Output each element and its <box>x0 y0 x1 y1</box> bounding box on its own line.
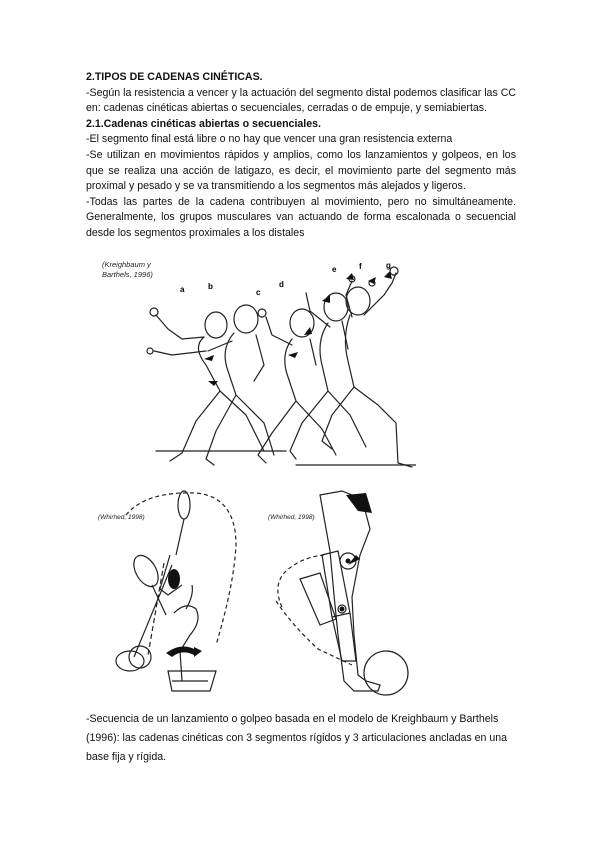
label-g: g <box>386 261 391 270</box>
label-e: e <box>332 265 337 274</box>
throwing-sequence-figure <box>96 255 416 475</box>
label-b: b <box>208 282 213 291</box>
label-d: d <box>279 280 284 289</box>
bullet-2: -Se utilizan en movimientos rápidos y amplios, como los lanzamientos y golpeos, en los que se realiza una acción de latigazo, es decir, el movimiento parte del segmento más proximal y pesado y se va transmitiendo a los segmentos más alejados y ligeros. <box>86 148 516 193</box>
figure-source-line2: Barthels, 1996) <box>102 270 153 279</box>
kick-leg-figure <box>262 485 422 700</box>
kick-leg-drawing <box>262 485 422 700</box>
racket-swing-figure <box>86 485 261 700</box>
intro-paragraph: -Según la resistencia a vencer y la actuación del segmento distal podemos clasificar las CC en: cadenas cinéticas abiertas o secuenciales, cerradas o de empuje, y semiabiertas. <box>86 86 516 115</box>
bullet-3: -Todas las partes de la cadena contribuyen al movimiento, pero no simultáneamente. Generalmente, los grupos musculares van actuando de forma escalonada o secuencial desde los segmentos proximales a los distales <box>86 195 516 239</box>
label-f: f <box>359 262 362 271</box>
text-section <box>86 70 516 242</box>
throwing-sequence-drawing <box>96 255 416 475</box>
figure-caption: -Secuencia de un lanzamiento o golpeo basada en el modelo de Kreighbaum y Barthels (1996): las cadenas cinéticas con 3 segmentos rígidos y 3 articulaciones ancladas en una base fija y rígida. <box>86 713 508 763</box>
racket-swing-drawing <box>86 485 261 700</box>
subsection-title: 2.1.Cadenas cinéticas abiertas o secuenciales. <box>86 117 321 130</box>
figure-source-line1: (Kreighbaum y <box>102 260 151 269</box>
bullet-1: -El segmento final está libre o no hay que vencer una gran resistencia externa <box>86 133 453 146</box>
figure-br-source: (Whirhed, 1998) <box>268 514 315 521</box>
section-title: 2.TIPOS DE CADENAS CINÉTICAS. <box>86 71 263 83</box>
label-a: a <box>180 285 185 294</box>
label-c: c <box>256 288 261 297</box>
figure-bl-source: (Whirhed, 1998) <box>98 514 145 521</box>
